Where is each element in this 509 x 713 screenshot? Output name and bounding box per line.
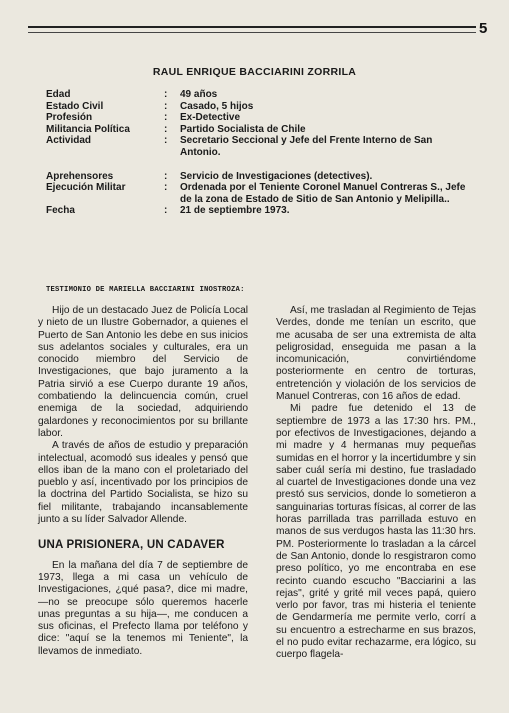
paragraph: A través de años de estudio y preparación intelectual, acomodó sus ideales y pensó que ellos iban de la mano con el proletariado del pueblo y así, incentivado por los principios de la doctrina del Partido Socialista, se hizo su fiel militante, trabajando incansablemente junto a su líder Salvador Allende.	[38, 440, 248, 526]
header-rule	[28, 26, 476, 28]
fact-row-actividad	[46, 135, 466, 158]
fact-label: Militancia Política	[46, 123, 130, 135]
fact-row-fecha	[46, 205, 466, 217]
fact-row-militancia	[46, 124, 466, 136]
fact-value: Partido Socialista de Chile	[180, 123, 306, 135]
fact-value: 21 de septiembre 1973.	[180, 205, 290, 217]
paragraph: Hijo de un destacado Juez de Policía Local y nieto de un Ilustre Gobernador, a quienes el Puerto de San Antonio les debe en sus inicios sus adelantos sociales y culturales, era un conocido miembro del Servicio de Investigaciones, que bajo juramento a la Patria sirvió a ese Cuerpo durante 19 años, combatiendo la delincuencia común, cruel enemiga de la sociedad, adquiriendo galardones y reconocimientos por su brillante labor.	[38, 305, 248, 439]
fact-label: Estado Civil	[46, 100, 104, 112]
fact-row-estado-civil	[46, 101, 466, 113]
fact-row-aprehensores	[46, 171, 466, 183]
fact-label: Aprehensores	[46, 170, 114, 182]
paragraph: Así, me trasladan al Regimiento de Tejas Verdes, donde me tenían un escrito, que me acusaba de ser una extremista de alta peligrosidad, enseguida me pasan a la incomunicación, convirtiéndome posteriormente en centro de torturas, entretención y violación de los servicios de Manuel Contreras, con 16 años de edad.	[276, 305, 476, 403]
fact-label: Actividad	[46, 135, 92, 147]
section-subheading: UNA PRISIONERA, UN CADAVER	[38, 539, 225, 552]
left-column	[38, 305, 248, 658]
paragraph: En la mañana del día 7 de septiembre de 1973, llega a mi casa un vehículo de Investigaciones, ¿qué pasa?, dice mi madre, —no se preocupe sólo queremos hacerle unas preguntas a su hija—, me conducen a sus oficinas, el Prefecto llama por teléfono y dice: "aquí se la tenemos mi Teniente", la llevamos de inmediato.	[38, 559, 248, 657]
fact-value: Ordenada por el Teniente Coronel Manuel Contreras S., Jefe de la zona de Estado de Sitio de San Antonio y Melipilla..	[180, 182, 466, 205]
fact-label: Profesión	[46, 112, 93, 124]
fact-separator: :	[164, 170, 168, 182]
fact-row-edad	[46, 89, 466, 101]
fact-separator: :	[164, 112, 168, 124]
person-name: RAUL ENRIQUE BACCIARINI ZORRILA	[152, 66, 357, 78]
fact-separator: :	[164, 135, 168, 147]
personal-facts	[46, 89, 466, 217]
page-number: 5	[479, 20, 488, 37]
fact-label: Fecha	[46, 205, 75, 217]
fact-value: Ex-Detective	[180, 112, 241, 124]
fact-separator: :	[164, 205, 168, 217]
paragraph: Mi padre fue detenido el 13 de septiembre de 1973 a las 17:30 hrs. PM., por efectivos de Investigaciones, dejando a mi madre y 4 hermanas muy pequeñas sumidas en el horror y la incertidumbre y sin saber cuál sería mi destino, fue trasladado al cuartel de Investigaciones donde una vez prestó sus servicios, donde lo sometieron a sanguinarias torturas físicas, al correr de las horas parrillada tras parrillada estuvo en manos de sus verdugos hasta las 11:30 hrs. PM. Posteriormente lo trasladan a la cárcel de San Antonio, donde lo resgistraron como preso político, yo me encontraba en ese recinto cuando escucho "Bacciarini a las rejas", grité y grité mil veces papá, quiero verlo por favor, tras mi histeria el teniente de Gendarmería me permite verlo, corrí a su encuentro a estrecharme en sus brazos, el no pudo evitar rechazarme, era lógico, su cuerpo flagela-	[276, 403, 476, 661]
fact-value: Servicio de Investigaciones (detectives).	[180, 170, 373, 182]
fact-separator: :	[164, 182, 168, 194]
fact-separator: :	[164, 123, 168, 135]
fact-label: Ejecución Militar	[46, 182, 126, 194]
fact-value: 49 años	[180, 89, 218, 100]
testimony-title: TESTIMONIO DE MARIELLA BACCIARINI INOSTROZA:	[46, 286, 245, 294]
fact-separator: :	[164, 89, 168, 100]
fact-row-profesion	[46, 112, 466, 124]
fact-separator: :	[164, 100, 168, 112]
fact-row-ejecucion	[46, 182, 466, 205]
fact-value: Secretario Seccional y Jefe del Frente Interno de San Antonio.	[180, 135, 433, 158]
header-rule-thin	[28, 32, 476, 33]
fact-value: Casado, 5 hijos	[180, 100, 254, 112]
right-column	[276, 305, 476, 662]
fact-label: Edad	[46, 89, 71, 100]
